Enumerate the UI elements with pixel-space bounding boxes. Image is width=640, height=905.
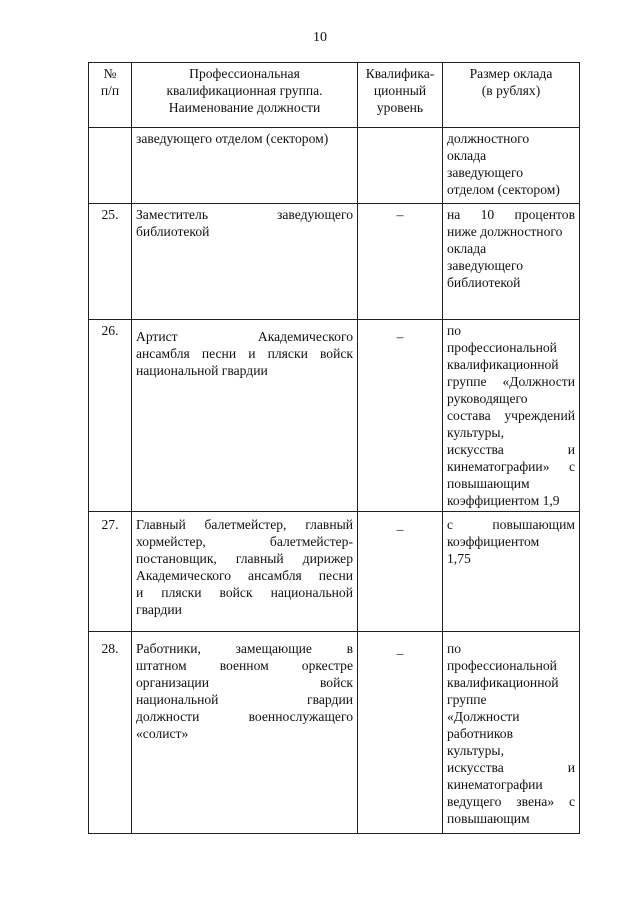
header-salary: Размер оклада (в рублях) (443, 63, 580, 128)
salary-table (88, 62, 580, 834)
row-num (89, 128, 132, 204)
row-num: 26. (89, 320, 132, 512)
row-position: заведующего отделом (сектором) (132, 128, 358, 204)
header-num: № п/п (89, 63, 132, 128)
row-level: – (358, 204, 443, 320)
table-row (89, 128, 580, 204)
row-salary: по профессиональной квалификационной группе «Должности работников культуры, искусства и кинематографии ведущего звена» с повышающим (443, 632, 580, 834)
row-num: 27. (89, 512, 132, 632)
row-num: 25. (89, 204, 132, 320)
page-number: 10 (313, 30, 327, 45)
row-position: Артист Академического ансамбля песни и пляски войск национальной гвардии (132, 320, 358, 512)
row-level: _ (358, 512, 443, 632)
row-position: Заместитель заведующего библиотекой (132, 204, 358, 320)
table-row (89, 204, 580, 320)
row-num: 28. (89, 632, 132, 834)
header-level: Квалифика- ционный уровень (358, 63, 443, 128)
table-row (89, 320, 580, 512)
row-salary: должностного оклада заведующего отделом (сектором) (443, 128, 580, 204)
table-header-row (89, 63, 580, 128)
table-row (89, 512, 580, 632)
header-group: Профессиональная квалификационная группа. Наименование должности (132, 63, 358, 128)
row-salary: с повышающим коэффициентом 1,75 (443, 512, 580, 632)
row-position: Работники, замещающие в штатном военном оркестре организации войск национальной гвардии должности военнослужащего «солист» (132, 632, 358, 834)
row-position: Главный балетмейстер, главный хормейстер, балетмейстер- постановщик, главный дирижер Академического ансамбля песни и пляски войск национальной гвардии (132, 512, 358, 632)
row-level: _ (358, 632, 443, 834)
table-row (89, 632, 580, 834)
row-level: – (358, 320, 443, 512)
row-salary: по профессиональной квалификационной группе «Должности руководящего состава учреждений культуры, искусства и кинематографии» с повышающим коэффициентом 1,9 (443, 320, 580, 512)
row-level (358, 128, 443, 204)
row-salary: на 10 процентов ниже должностного оклада заведующего библиотекой (443, 204, 580, 320)
